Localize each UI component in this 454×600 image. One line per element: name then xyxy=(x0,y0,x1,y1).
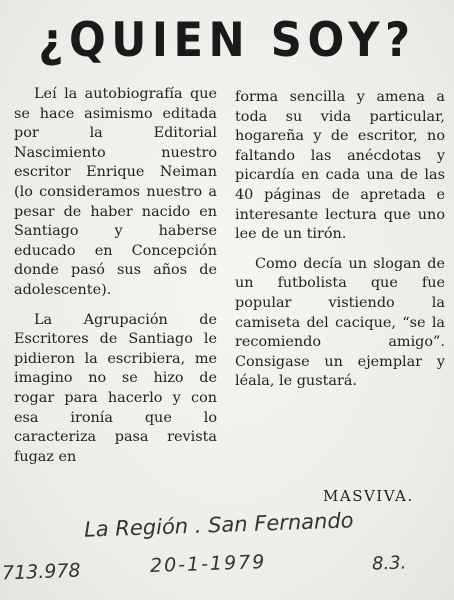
paragraph: Leí la autobiografía que se hace asimismo editada por la Editorial Nascimiento nuestro escritor Enrique Neiman (lo consideramos nuestro a pesar de haber nacido en Santiago y haberse educado en Concepción donde pasó sus años de adolescente). xyxy=(14,86,217,298)
handwritten-page-ref: 8.3. xyxy=(371,552,407,575)
handwritten-source-note: La Región . San Fernando xyxy=(83,508,354,542)
author-signature: MASVIVA. xyxy=(323,487,414,505)
handwritten-date: 20-1-1979 xyxy=(149,550,267,578)
article-column-right xyxy=(235,88,445,392)
paragraph: La Agrupación de Escritores de Santiago le pidieron la escribiera, me imagino no se hizo de rogar para hacerlo y con esa ironía que lo caracteriza pasa revista fugaz en xyxy=(14,311,217,465)
paragraph: Como decía un slogan de un futbolista que fue popular vistiendo la camiseta del cacique, “se la recomiendo amigo”. Consigase un ejemplar y léala, le gustará. xyxy=(235,255,445,390)
headline: ¿QUIEN SOY? xyxy=(38,13,416,68)
article-column-left xyxy=(14,85,217,467)
handwritten-archive-id: 713.978 xyxy=(1,559,81,585)
paragraph: forma sencilla y amena a toda su vida particular, hogareña y de escritor, no faltando las anécdotas y picardía en cada una de las 40 páginas de apretada e interesante lectura que uno lee de un tirón. xyxy=(235,89,445,243)
